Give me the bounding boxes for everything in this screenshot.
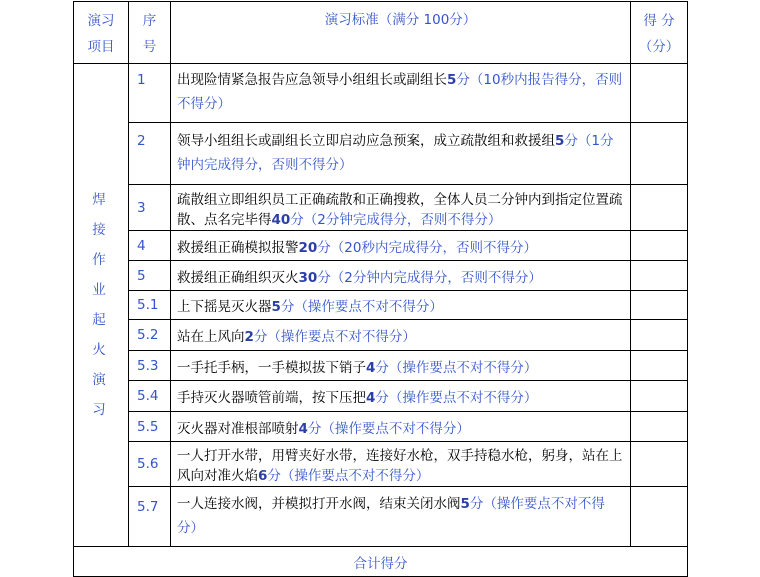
row-note: 分（操作要点不对不得分） — [375, 359, 538, 376]
row-points: 30 — [298, 269, 318, 286]
row-content — [171, 351, 631, 381]
row-text: 领导小组组长或副组长立即启动应急预案，成立疏散组和救援组 — [177, 133, 555, 149]
table-row — [74, 123, 688, 185]
row-note: 分（2分钟内完成得分，否则不得分） — [317, 269, 542, 286]
row-text: 疏散组立即组织员工正确疏散和正确搜救，全体人员二分钟内到指定位置疏散、点名完毕得 — [177, 191, 623, 228]
table-row — [74, 64, 688, 123]
row-number: 2 — [129, 123, 171, 185]
row-points: 2 — [244, 329, 254, 345]
row-score-cell[interactable] — [631, 442, 688, 487]
row-text: 出现险情紧急报告应急领导小组组长或副组长 — [177, 72, 447, 88]
drill-scoring-table — [73, 1, 688, 577]
row-number: 5.3 — [129, 351, 171, 381]
row-points: 4 — [298, 420, 308, 437]
row-content — [171, 261, 631, 291]
header-project — [74, 2, 129, 64]
row-score-cell[interactable] — [631, 381, 688, 412]
row-score-cell[interactable] — [631, 487, 688, 547]
row-number: 5 — [129, 261, 171, 291]
row-content — [171, 231, 631, 261]
row-points: 5 — [460, 496, 470, 512]
row-score-cell[interactable] — [631, 412, 688, 442]
row-content — [171, 291, 631, 320]
row-note: 分（操作要点不对不得分） — [280, 299, 443, 315]
row-score-cell[interactable] — [631, 320, 688, 351]
total-score-label: 合计得分 — [74, 547, 688, 577]
table-row — [74, 185, 688, 231]
header-no-line1: 序 — [142, 12, 157, 29]
row-content — [171, 123, 631, 185]
project-name-line: 作业 — [92, 252, 120, 298]
row-points: 5 — [271, 299, 281, 315]
row-score-cell[interactable] — [631, 64, 688, 123]
row-note: 分（操作要点不对不得分） — [253, 329, 416, 345]
project-name-line: 演习 — [92, 372, 120, 418]
header-score-line1: 得 分 — [643, 12, 675, 29]
table-row — [74, 381, 688, 412]
row-points: 6 — [258, 468, 268, 484]
row-note: 分（20秒内完成得分，否则不得分） — [317, 239, 537, 256]
row-content — [171, 320, 631, 351]
row-content — [171, 64, 631, 123]
row-score-cell[interactable] — [631, 351, 688, 381]
row-number: 5.4 — [129, 381, 171, 412]
project-name-cell — [74, 64, 129, 547]
header-project-line2: 项目 — [87, 38, 115, 55]
row-text: 上下摇晃灭火器 — [177, 299, 272, 315]
row-score-cell[interactable] — [631, 261, 688, 291]
row-text: 灭火器对准根部喷射 — [177, 420, 299, 437]
header-standard — [171, 2, 631, 64]
row-note: 分（操作要点不对不得分） — [375, 390, 538, 406]
header-score-line2: （分） — [638, 38, 680, 55]
project-name-line: 起火 — [92, 312, 120, 358]
table-row — [74, 487, 688, 547]
row-score-cell[interactable] — [631, 291, 688, 320]
table-row — [74, 291, 688, 320]
row-number: 4 — [129, 231, 171, 261]
table-row — [74, 231, 688, 261]
row-points: 5 — [555, 133, 565, 149]
row-number: 3 — [129, 185, 171, 231]
row-note: 分（操作要点不对不得分） — [267, 468, 430, 484]
row-points: 5 — [447, 72, 457, 88]
row-content — [171, 442, 631, 487]
row-text: 一人打开水带，用臂夹好水带，连接好水枪，双手持稳水枪，躬身，站在上风向对准火焰 — [177, 448, 623, 484]
row-score-cell[interactable] — [631, 185, 688, 231]
row-note: 分（1分钟内完成得分，否则不得分） — [177, 133, 614, 173]
project-name-line: 焊接 — [92, 192, 120, 238]
total-row — [74, 547, 688, 577]
row-number: 5.7 — [129, 487, 171, 547]
table-row — [74, 320, 688, 351]
row-note: 分（操作要点不对不得分） — [307, 420, 470, 437]
row-note: 分（2分钟完成得分，否则不得分） — [290, 211, 502, 228]
row-content — [171, 487, 631, 547]
header-score — [631, 2, 688, 64]
row-text: 一人连接水阀，并模拟打开水阀，结束关闭水阀 — [177, 496, 461, 512]
header-no-line2: 号 — [142, 38, 157, 55]
row-text: 手持灭火器喷管前端，按下压把 — [177, 390, 366, 406]
row-score-cell[interactable] — [631, 123, 688, 185]
row-number: 5.5 — [129, 412, 171, 442]
header-project-line1: 演习 — [87, 12, 115, 29]
row-content — [171, 381, 631, 412]
row-text: 一手托手柄，一手模拟拔下销子 — [177, 359, 366, 376]
row-note: 分（操作要点不对不得分） — [177, 496, 605, 536]
table-row — [74, 412, 688, 442]
table-row — [74, 261, 688, 291]
row-content — [171, 185, 631, 231]
table-header-row — [74, 2, 688, 64]
table-row — [74, 442, 688, 487]
row-text: 救援组正确模拟报警 — [177, 239, 299, 256]
header-no — [129, 2, 171, 64]
row-number: 5.6 — [129, 442, 171, 487]
header-standard-text: 演习标准（满分 100分） — [324, 12, 477, 28]
row-points: 4 — [366, 359, 376, 376]
row-score-cell[interactable] — [631, 231, 688, 261]
row-points: 20 — [298, 239, 318, 256]
row-content — [171, 412, 631, 442]
row-number: 5.2 — [129, 320, 171, 351]
row-note: 分（10秒内报告得分，否则不得分） — [177, 72, 623, 112]
row-points: 40 — [271, 211, 291, 228]
table-row — [74, 351, 688, 381]
row-text: 救援组正确组织灭火 — [177, 269, 299, 286]
row-text: 站在上风向 — [177, 329, 245, 345]
row-number: 1 — [129, 64, 171, 123]
row-points: 4 — [366, 390, 376, 406]
row-number: 5.1 — [129, 291, 171, 320]
